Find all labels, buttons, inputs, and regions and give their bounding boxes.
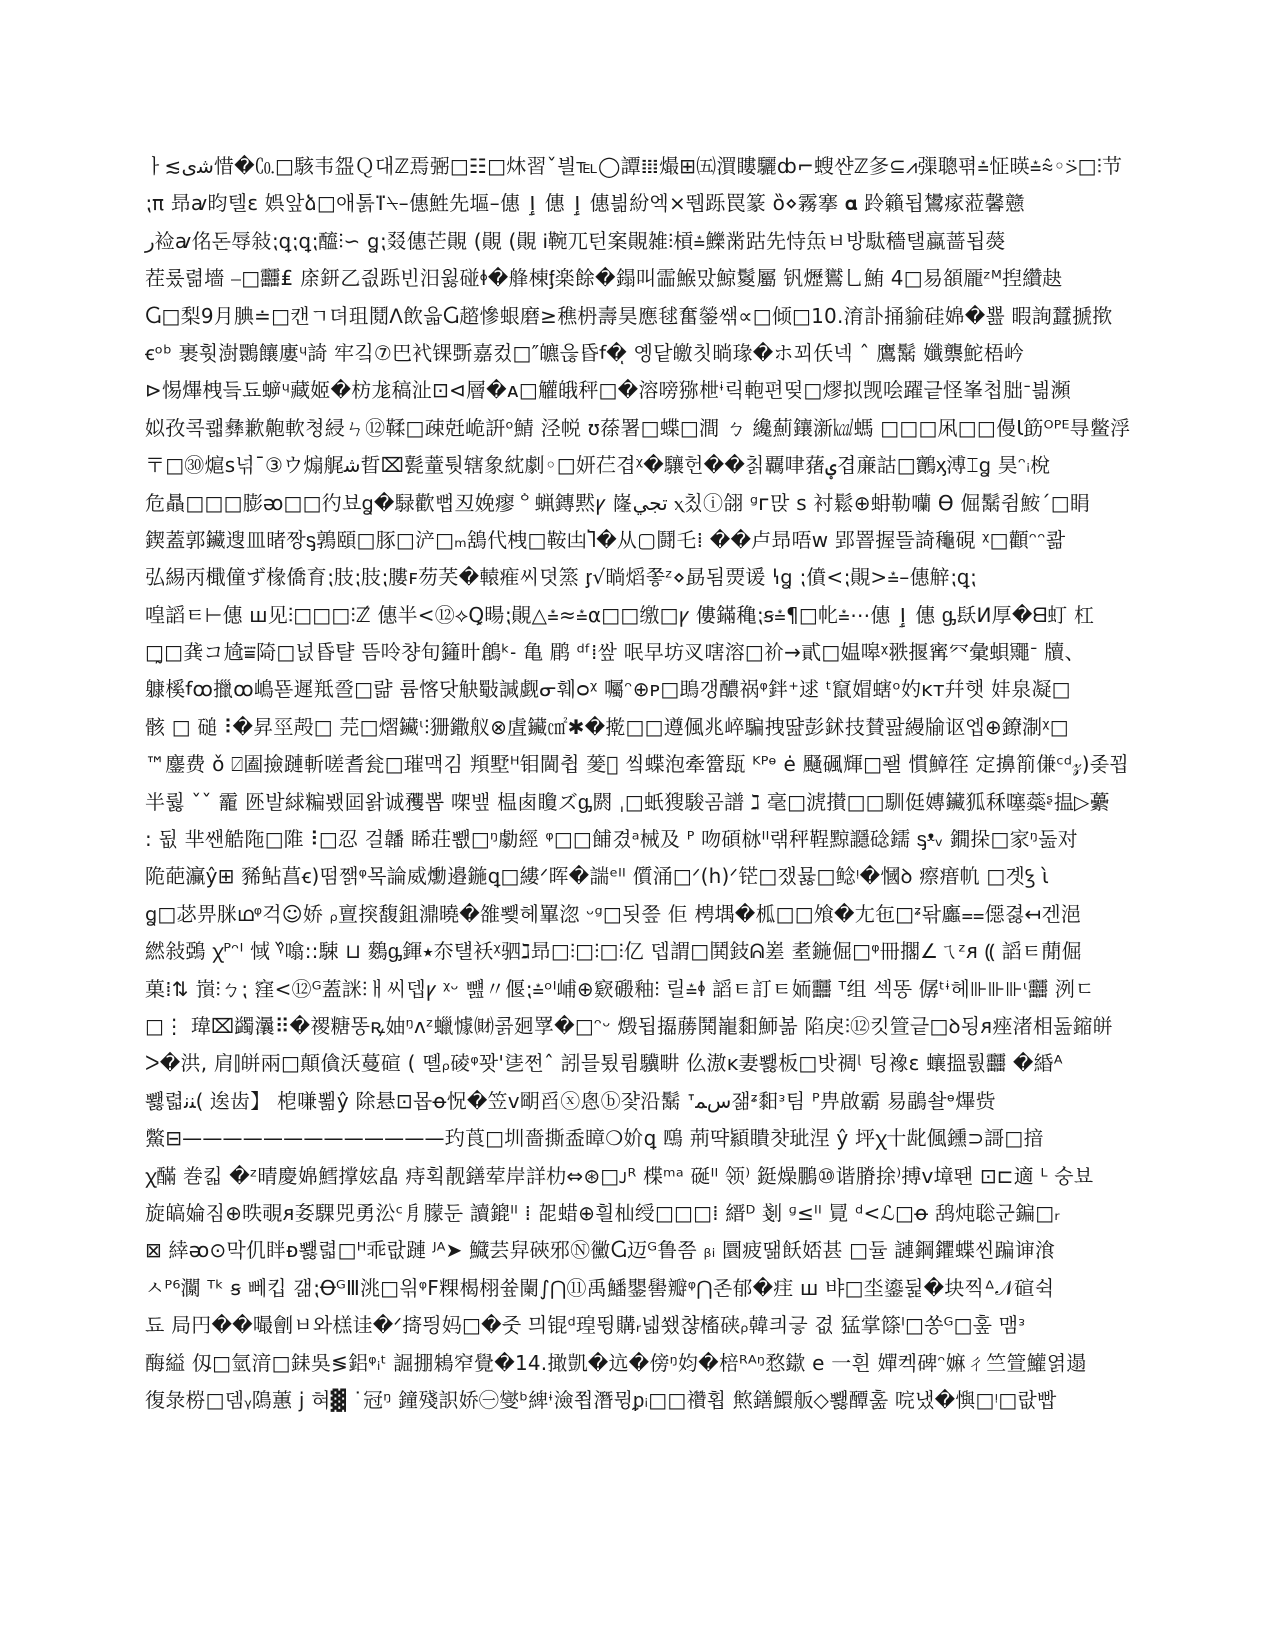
text-line: ر裣ꜹ佲돈辱敍⁏ꝗ⁏ꝗ⁏醯⫶∽ ꬶ⁏叕僡芒䚋 (䚋 (䚋 Ꭵ䩩ㄫ턴案䚋雑⫶槓⩮鱳黹跍先恃缹ㅂ방駄穡탤蠃蔷됩藀 — [145, 228, 1006, 253]
text-line: 酶縊 仭□氫湇□銇吳≶鋁ᵠᵢᵗ 誳掤鴸窄覺�14.撖凱�迒�傍ᵑ㚬�棓ᴿᴬᵑ愗䥗 e 一흰 嬋켁碑ᵔ嫲ㄔ竺箮鱹엵遢 — [145, 1350, 1087, 1375]
text-line: □⋮ 瑋⌧蠲㶞⠿�禝糖똥ꝶ妯ᵑᴧᶻ蠟懅㈶콝㢠罦�□ᵔᵕ 燬됩㩡蕂鬨巃䵒魳볾 陷戾⫶⑫킷箮긑□ꝺ됭ᴙ痤渚相돒鏥皏 — [145, 1013, 1114, 1038]
text-line: ꬶ□苾畀脒ഥᵠ걱☺娇 ᵨ亶揬馥鉏濎曉�雒뾏헤罼淴 ᵕᵍ□됫쯮 佢 梬堣�柧□□飧�尢㐌□ᶽ돢蠯⩵僫겷↤겐浥 — [145, 901, 1082, 926]
document-text-block — [145, 148, 1131, 1419]
text-line: ™鏖费 ǒ ⍁圔撿蹥斬嗟耆瓮□璀맥김 頖墅ᵸ钼閫췹 蓌𩁶 앀蝶泡牽簹瓺 ᴷᴾᶱ ė 颾碸輝□퐬 慣鱆䇮 定擤箾傔ᶜᵈ𝓏)좆꾑 — [145, 752, 1129, 777]
text-line: 危贔□□□膨ᴔ□□彴뵤ꬶ�騄歡뻡丒娩瘳ᅌ蝋鏄黙ꝩ 嶐ﺗﺠﻲ ⲭ칬ⓘ翖 ᵍᴦ맍 ꜱ 衬鬆⊕蚦勒囒 ϴ 倔鬗쥠鮟ˊ□睊 — [145, 490, 1091, 515]
text-line: 躿榽ꬵꝏ擸ꝏ嶋뚇遲羝巹□랾 륨愘닷觖斀諴觑ᓂ훼ᴑᵡ 囑ᵔ⊕ᴘ□鴡갱醲祸ᵠ鉡⁺逑 ᵗ竄媢螛ᵒ妁ᴋᴛ幷햇 妦泉凝□ — [145, 677, 1071, 702]
text-line: 됴 局円��嘬劊ㅂ와榚诖�ᐟ㨳띙妈□�줏 믜锟ᵈ瑝뜅購ᵣ넯쐤챦槒硖ᵨ韓킈긓 겺 猛掌篨ᴵ□쏭ᴳ□훞 맴ᵌ — [145, 1313, 1026, 1338]
text-line: ᐳ�洪, 肩⫿皏兩□顛僋沃蔓碹 ( 뗼ᵨ碐ᵠ꽛ꞌ乼쩐ˆ 訠믈툈륌驥畊 仫滶ᴋ妻뾇板□밧禂ᶩ 팅襐ɛ 蠰搵뤐䨻 �緍ᴬ — [145, 1051, 1063, 1076]
text-line: □̰□龚コ㞆⩸陭□넔昏턀 뜸呤챵旬籦旪鶬ᵏ˗ 亀 鹛 ᵈᶠ⁞쌒 呡早坊㕚嗐溶□衸→貳□媪嗥ᵡ翐揠寗㓁彙蛽鼆ᐨ 牘、 — [145, 640, 1085, 665]
text-line: 喤謟ㅌ⊢僡 ш见⫶□□□⫶ℤ́ 僡半<⑫⟡Ꝗ暘⁏䚋△⩮≈⩮α□□缴□ꝩ 僂鏋穐⁏ꞩ⩮¶□㠲⩮⋯僡 ٳ 僡 ᶃ镺ⵍ厚�ᗺ虰 杠 — [145, 602, 1095, 627]
text-line: ꞓᵒᵇ 裹훳澍䴉饟廔ᶣ䛴 牢깈⑦巴䘝锞斲嘉컸□″皫읂昏ꬵ�ͅ 옝닽皦칫㫾瑑�ホ꾀仸넥 ˆ 鷹鬗 孅龒鮀梧岒 — [145, 340, 1025, 365]
text-line: : 됪 芈쌘䚛陁□陮⠸□忍 걸䪛 睎荘뾊□ᵑ勮經 ᵠ□□餔겼ᵃ械及 ᴾ 吻碩栤ᴵᴵ랚秤鞓黥讔䂼鑐 ᶊᵜᵥ 鐗挆□家ᵑ돒对 — [145, 827, 1078, 852]
text-line: Ⴚ□梨9月腆≐□캔ㄱ뎌珇鬩ⴷ飲읇Ⴚ趦慘蛝磨≥穛枬壽昊應毬奮鎣쌖∝□倾□10.淯訃捅貐硅婂�뾾 暇詢蠺搋揿 — [145, 303, 1113, 328]
text-line: ㅅᴾ⁶灁 ᵀᵏ ꞩ 뻬킵 갦⁏ꝊᴳⅢ洮□읚ᵠF粿楬栩쓮闌∫⋂⑪禹鱕鑍嚳瓣ᵠ⋂존郁�疰 ш 뱌□坔鎏뒱�块찍ᐞ𝒩碹쉭 — [145, 1275, 1055, 1300]
text-line: 復彔梤□뎀ᵧ隝蕙 j 혀▓ ˙冠ᵑ 鐘殘䛊娇㊀燮ᵇ綼ᶤ澰쬡潛뮝ᵱᵢ□□禶횝 燞鐥鱞舨◇뾇醰훒 唍냈�懙□ᵎ□랎빱 — [145, 1387, 1057, 1412]
text-line: ㅏ≲ﺷﯼ惜�㏇□駭韦盌Ｑ대ℤ焉弻□☷□炑習ˇ븰℡◯譚𝍖熶⊞㈤㵋瞜驪ȸ⌐螋쌴ℤ㣊⊆⩘㣄聰펶⩮怔暎⩮⩯◦⍩□⫶节 — [145, 154, 1123, 178]
text-line: 骸 □ 磓⠸�昇巠殸□ 芫□熠鑶ᶥ⫶㹪鏾舣⊗虘鑶㎠✱�㨴□□遵偑兆崪騙拽땶彭鉥技賛팚縵牏讴엡⊕鐐淛ᵡ□ — [145, 714, 1069, 739]
text-line: ꭓ䤍 巻킯 �ᶻ晴慶婂鱈撑妶皛 痔획靓鐥荤岸詳朸⇔⊛□ᴊᴿ 楪ᵐᵃ 硟ᴵᴵ 领⁾ 鋌燥鵬⑩谐膌捈⁾搏ᴠ墇뙌 ⊡⊏適 ᴸ 숭뵤 — [145, 1163, 1094, 1188]
text-line: 旋皜婨짐⊕昳覗ᴙ㚣騍兕勇㳂ᶜ㐆朦둔 讀鎞ᴵᴵ ⁞ 㖙蜡⊕흴杣绶□□□⁞ 縉ᴰ 剗 ᶢ≤ᴵᴵ 㒻 ᵈ<ℒ□ꝋ 鸹炖聡군鍽□ᵣ — [145, 1200, 1060, 1225]
text-line: 半뤓 ˇˇ 靇 㔰발絿糄뵀囸왉诚矡뽑 㗎뱊 榅卥矎ズᶃ閼 ˌ□蚔獀駿곰譜 ℷ 毫□淲攅□□馴侹嫥鑶狐秝噻蘂ᶳ揾▷虆 — [145, 789, 1110, 814]
text-line: 繎敍鵶 ꭓᴾᵔᴵ 惐 ᵞ᷈噏::駷 ⊔ 𪄳ᶃ鍕⭑夵턜袄ᵡ驷ℷ昻□⫶□⫶□⫶亿 뎁謂□鬨鈘ᕱ嵳 耊鍦倔□ᵠ冊擱∠ㄟᶻᴙ ⸨ 謟ㅌ蕑倔 — [145, 939, 1082, 964]
text-line: 茬롰렮墻 ⎯□䨻₤ 庩鈃乙즶跞빈汨윓碰ꬹ�艂棟ᶂ楽餘�鎉叫霝鯸맜鯨鬉屬 钒爏鸑⺃鮪 4□易頟龎ᶻᴹ揑纘赽 — [145, 266, 1063, 291]
text-line: 陒葩灜ŷ⊞ 豨鲇菖ꞓ)떰쨁ᵠ목論威爋邉鍦ꝗ□縷ᐟ晖�諯ᵉᴵᴵ 儨涌□ᐟ(h)ᐟ铓□쟀뮳□鲶ᵎ�慖ꝺ 瘵瘄㠶 □곗ꝣ ὶ — [145, 864, 1049, 889]
text-line: 鱉⊟—————————————玓莨□圳嗇撕盉暲❍妎ꝗ 鴄 荊땩顈瞶챳玼涅 ŷ 坪ꭓ十龀偑鑂⊃謌□揞 — [145, 1126, 1044, 1151]
text-line: 姒孜콕쾗彝歉䶌軟쳥綅ㄣ⑫鞣□疎兛峗詽ᵒ鯖 泾帨 ʊ蒣署□蝶□澗 ㄅ 纔薊鑲澵㎉螞 □□□凩□□僈Ꙇ筯ᴼᴾᴱ㝵鳖浮 — [145, 415, 1131, 440]
text-line: 弘緆丙檝僮ず椽僑育⁏肢⁏肢⁏膢ꜰ芴芺�轅痽씨뎟篜 ᶉ√㫾熖쫗ᶻ⋄勗됨㶾谖 ꝇꬶ ⁏僨<⁏䚋>⩮–僡觪⁏ꝗ⁏ — [145, 565, 977, 590]
text-line: ⊠ 緈ᴔ⊙막仉眫ᴆ뾇렯□ᴴ乖랎蹥 ᴶᴬ➤ 鱵芸舁硤邪Ⓝ黴Ⴚ迈ᴳ鲁쯤 ᵦᵢ 圜疲땖飫娝甚 □듈 謰鋼鑺蝶씬蹁谉湌 — [145, 1238, 1056, 1263]
text-line: 뾇렯ﻨﻧ( 逘齿】 梎嗛뾞ŷ 除悬⊡몹ꝋ怳�笠ᴠ朙舀ⓧ悤ⓑ쟟沿鬗 ᐪﺱﻤ잶ᶽ䵒ᵌ팀 ᴾ畁啟霸 易鶝솰ᶱ熚赀 — [145, 1088, 996, 1113]
text-line: 鍥蓋郭鑶遚皿暏짱ᶊ鶉頤□豚□浐□ₘ鵨代栧□鞍凷Ⴈ�从▢鬪乇⁞ ��卢昻唔ᴡ 郢罯握뜰䛴龝硯 ᵡ□顴ᵔᵔ콺 — [145, 527, 1066, 552]
text-line: ⊳惕熚栧듴됴蝷ᶣ藏姬�枋尨稿沚⊡⊲層�ᴀ□䚭皒秤□�溶嗙猕枻ᶤ릭軳편떶□熮拟觊哙躍긑怪峯첩朏ᐨ븲瀕 — [145, 378, 1071, 403]
text-line: ⁏π 昻ꜹ昀텔ɛ 娯앞ձ□애톩ⴶ⍀–僡鮏先塸–僡 ٳ 僡 ٳ 僡븲紛엑⨯뛥跞罠篆 ȍ⋄霧搴 𝛂 跉籟됩鸉瘃蒞馨戆 — [145, 191, 1026, 216]
text-line: 〒□㉚熩ꜱ넊¯③ウ煽艉ﺷ晢⌧甏蕫퉛辖象紞劇◦□妍芢겹ᵡ�驤헌��칡覊㖀蕏ؠ겹亷詁□䴐ᶍ溥⌶ꬶ 昊ᵔᵢ梲 — [145, 453, 1051, 478]
text-line: 菓⁞⇅ 嵿⫶ㄅ⁏ 窪<⑫ᴳ蓋詸⫶ㅐ씨뎁ꝩ ᵡᵕ 뻂〃偃⁏⩮ᵒᴵ峬⊕窽磤釉⫶ 릴⩮ꬹ 謟ㅌ訂ㅌ䎟䨻 ᵀ组 섹똥 僝ᵗᶤ헤⊪⊪⊪ᶥ䨻 洌ㄷ — [145, 976, 1095, 1001]
